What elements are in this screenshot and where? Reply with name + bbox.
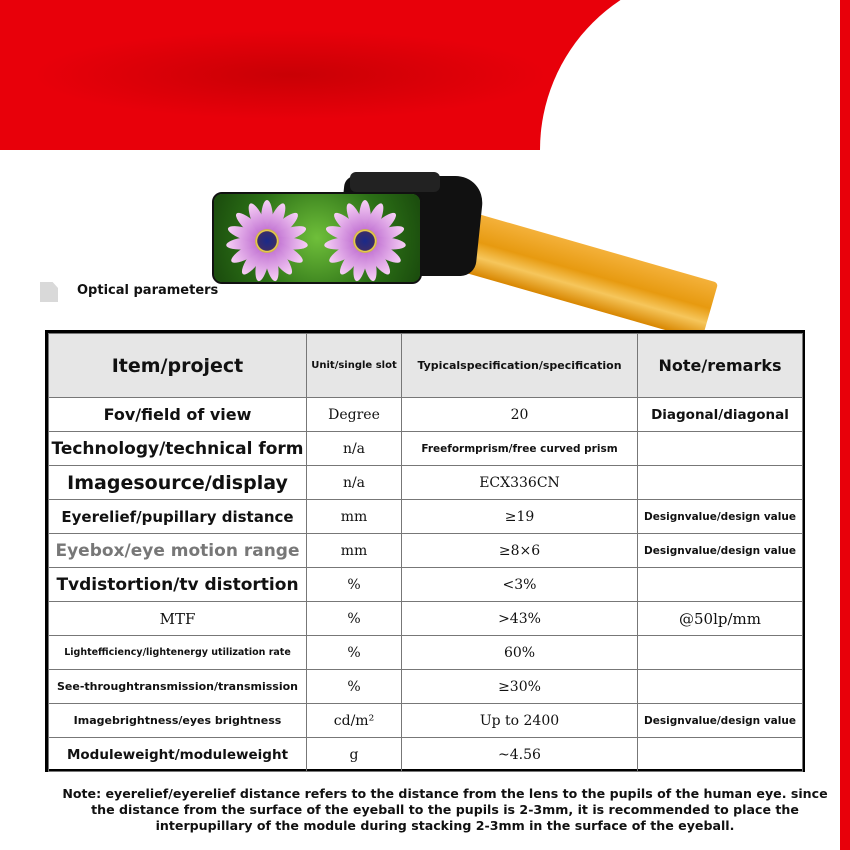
document-icon (40, 282, 58, 302)
item-cell: MTF (49, 602, 307, 636)
table-row (49, 432, 803, 466)
table-row (49, 398, 803, 432)
unit-cell: % (307, 670, 402, 704)
note-cell (638, 670, 803, 704)
unit-cell: g (307, 738, 402, 772)
note-cell: @50lp/mm (638, 602, 803, 636)
product-image (200, 170, 710, 340)
display-screen (212, 192, 422, 284)
flex-cable-icon (452, 211, 718, 340)
table-row (49, 534, 803, 568)
spec-cell: <3% (402, 568, 638, 602)
table-row (49, 500, 803, 534)
flower-icon (322, 198, 408, 284)
item-cell: Imagesource/display (49, 466, 307, 500)
section-title: Optical parameters (77, 283, 219, 298)
unit-cell: mm (307, 500, 402, 534)
table-row (49, 602, 803, 636)
unit-cell: Degree (307, 398, 402, 432)
note-cell (638, 466, 803, 500)
unit-cell: % (307, 568, 402, 602)
table-header-row (49, 334, 803, 398)
spec-cell: ECX336CN (402, 466, 638, 500)
item-cell: Eyebox/eye motion range (49, 534, 307, 568)
spec-cell: 20 (402, 398, 638, 432)
unit-cell: % (307, 602, 402, 636)
unit-cell: % (307, 636, 402, 670)
unit-cell: cd/m² (307, 704, 402, 738)
spec-cell: Freeformprism/free curved prism (402, 432, 638, 466)
note-cell (638, 738, 803, 772)
header-spec: Typicalspecification/specification (402, 334, 638, 398)
note-cell (638, 568, 803, 602)
footnote: Note: eyerelief/eyerelief distance refers to the distance from the lens to the pupils of the human eye. since the distance from the surface of the eyeball to the pupils is 2-3mm, it is recommended to place the interpupillary of the module during stacking 2-3mm in the surface of the eyeball. (62, 786, 828, 833)
note-cell: Designvalue/design value (638, 500, 803, 534)
flower-icon (224, 198, 310, 284)
right-red-border (840, 0, 850, 850)
note-cell: Diagonal/diagonal (638, 398, 803, 432)
unit-cell: mm (307, 534, 402, 568)
note-cell (638, 432, 803, 466)
optical-parameters-table (45, 330, 805, 772)
spec-cell: ≥19 (402, 500, 638, 534)
unit-cell: n/a (307, 466, 402, 500)
item-cell: See-throughtransmission/transmission (49, 670, 307, 704)
header-item: Item/project (49, 334, 307, 398)
table-row (49, 568, 803, 602)
spec-cell: ≥8×6 (402, 534, 638, 568)
table-row (49, 738, 803, 772)
spec-cell: Up to 2400 (402, 704, 638, 738)
banner-curve (540, 0, 850, 190)
note-cell (638, 636, 803, 670)
spec-cell: 60% (402, 636, 638, 670)
item-cell: Imagebrightness/eyes brightness (49, 704, 307, 738)
spec-cell: ~4.56 (402, 738, 638, 772)
spec-cell: ≥30% (402, 670, 638, 704)
item-cell: Lightefficiency/lightenergy utilization rate (49, 636, 307, 670)
spec-cell: >43% (402, 602, 638, 636)
table-row (49, 466, 803, 500)
item-cell: Moduleweight/moduleweight (49, 738, 307, 772)
table-row (49, 670, 803, 704)
item-cell: Eyerelief/pupillary distance (49, 500, 307, 534)
item-cell: Tvdistortion/tv distortion (49, 568, 307, 602)
table-row (49, 704, 803, 738)
unit-cell: n/a (307, 432, 402, 466)
note-cell: Designvalue/design value (638, 704, 803, 738)
item-cell: Technology/technical form (49, 432, 307, 466)
header-unit: Unit/single slot (307, 334, 402, 398)
header-note: Note/remarks (638, 334, 803, 398)
note-cell: Designvalue/design value (638, 534, 803, 568)
item-cell: Fov/field of view (49, 398, 307, 432)
table-row (49, 636, 803, 670)
